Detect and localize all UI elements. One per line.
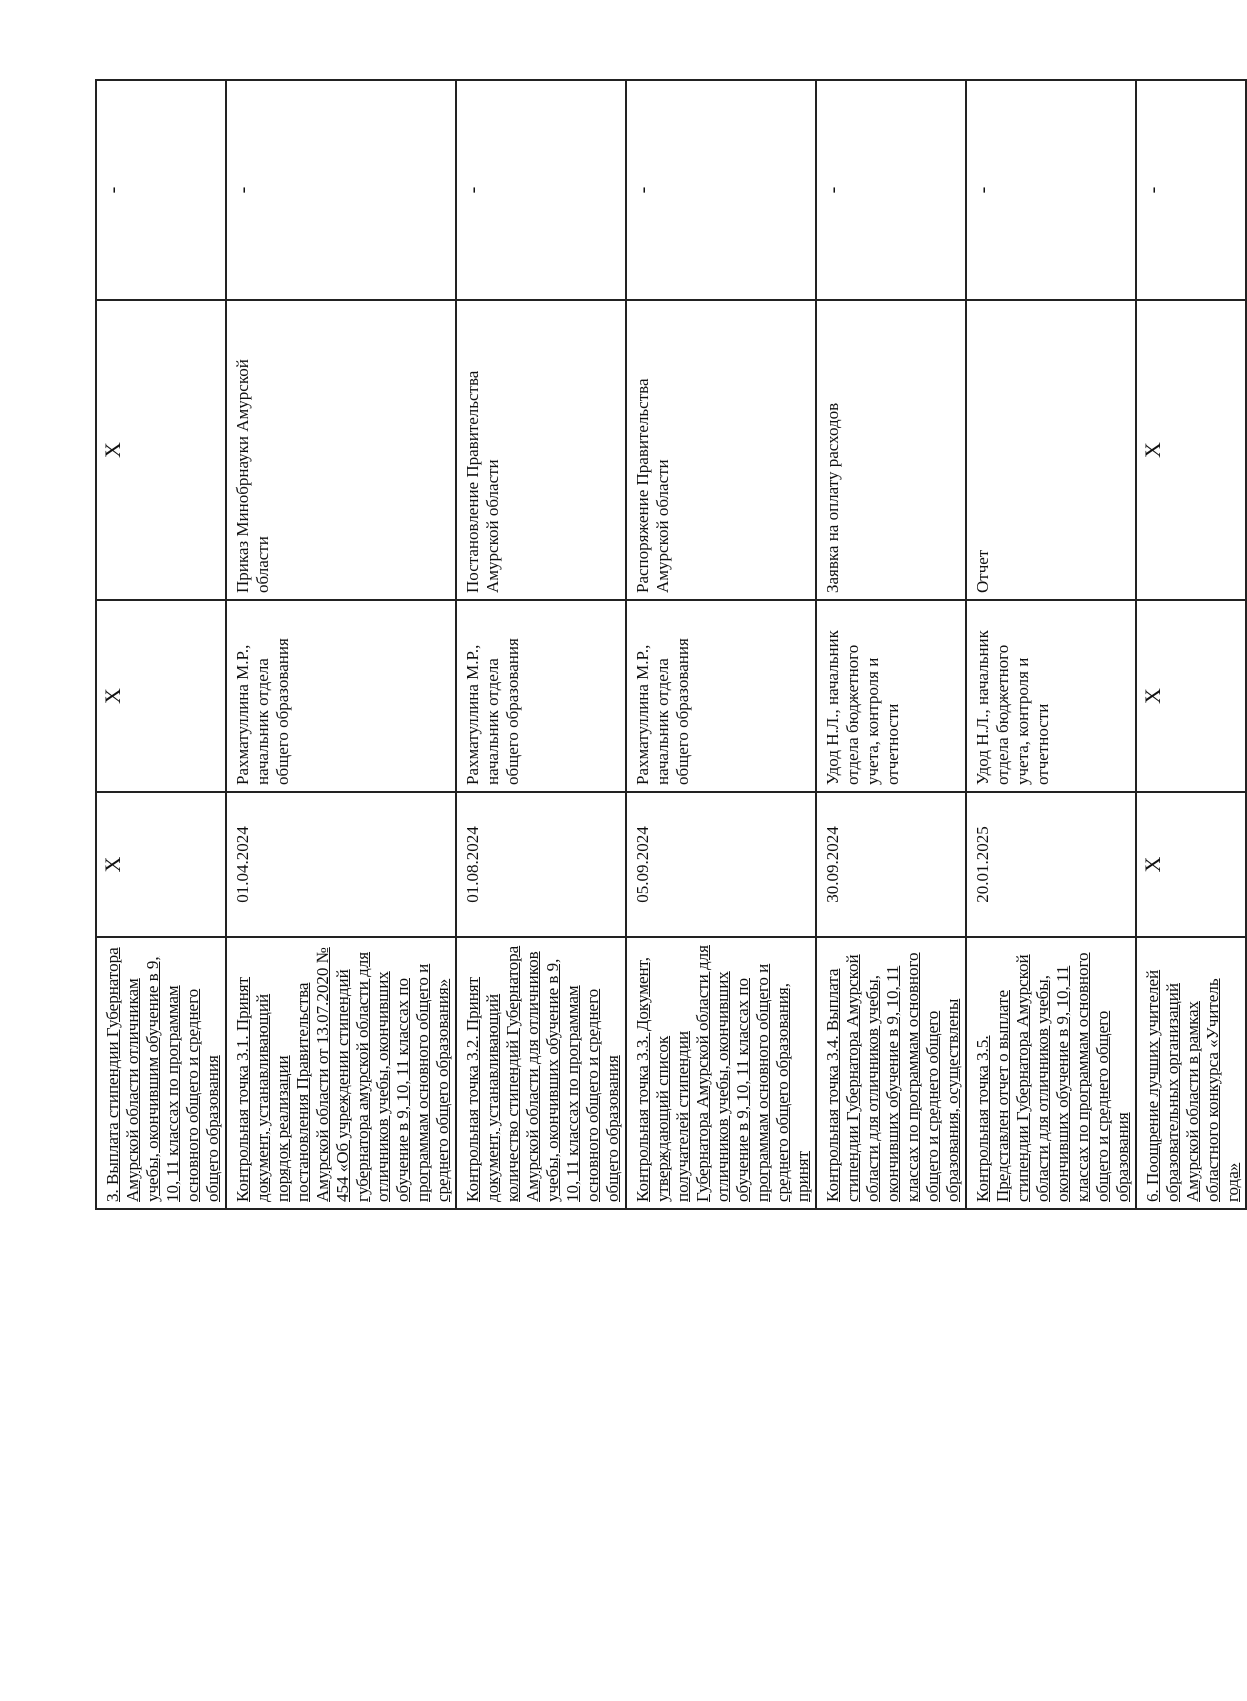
event-name-cell: Контрольная точка 3.3. Документ, утверждающий список получателей стипендии Губернатора Амурской области для отличников учебы, окончивших обучение в 9, 10, 11 классах по программам основного общего и среднего общего образования, принят <box>626 937 816 1209</box>
event-name-cell: Контрольная точка 3.1. Принят документ, устанавливающий порядок реализации постановления Правительства Амурской области от 13.07.2020 № 454 «Об учреждении стипендий губернатора амурской области для отличников учебы, окончивших обучение в 9, 10, 11 классах по программам основного общего и среднего общего образования» <box>226 937 456 1209</box>
responsible-cell: X <box>1136 600 1246 792</box>
table-row <box>626 80 816 1209</box>
note-cell: - <box>626 80 816 300</box>
document-cell: Заявка на оплату расходов <box>816 300 966 600</box>
note-cell: - <box>1136 80 1246 300</box>
plan-table <box>95 79 1247 1210</box>
responsible-cell: Рахматуллина М.Р., начальник отдела общего образования <box>456 600 626 792</box>
document-cell: Отчет <box>966 300 1136 600</box>
document-cell: Приказ Минобрнауки Амурской области <box>226 300 456 600</box>
table-row <box>96 80 226 1209</box>
responsible-cell: X <box>96 600 226 792</box>
date-cell: 30.09.2024 <box>816 792 966 937</box>
rotated-table-wrapper <box>95 81 1242 1210</box>
table-row <box>816 80 966 1209</box>
document-cell: Распоряжение Правительства Амурской области <box>626 300 816 600</box>
date-cell: 20.01.2025 <box>966 792 1136 937</box>
note-cell: - <box>456 80 626 300</box>
table-row <box>456 80 626 1209</box>
event-name-cell: Контрольная точка 3.2. Принят документ, устанавливающий количество стипендий Губернатора Амурской области для отличников учебы, окончивших обучение в 9, 10, 11 классах по программам основного общего и среднего общего образования <box>456 937 626 1209</box>
table-row <box>226 80 456 1209</box>
note-cell: - <box>226 80 456 300</box>
event-name-cell: 6. Поощрение лучших учителей образовательных организаций Амурской области в рамках областного конкурса «Учитель года» <box>1136 937 1246 1209</box>
responsible-cell: Удод Н.Л., начальник отдела бюджетного учета, контроля и отчетности <box>966 600 1136 792</box>
event-name-cell: Контрольная точка 3.5. Представлен отчет о выплате стипендии Губернатора Амурской области для отличников учебы, окончивших обучение в 9, 10, 11 классах по программам основного общего и среднего общего образования <box>966 937 1136 1209</box>
event-name-cell: Контрольная точка 3.4. Выплата стипендии Губернатора Амурской области для отличников учебы, окончивших обучение в 9, 10, 11 классах по программам основного общего и среднего общего образования, осуществлены <box>816 937 966 1209</box>
document-cell: Постановление Правительства Амурской области <box>456 300 626 600</box>
date-cell: X <box>1136 792 1246 937</box>
table-row <box>966 80 1136 1209</box>
event-name-cell: 3. Выплата стипендии Губернатора Амурской области отличникам учебы, окончившим обучение в 9, 10, 11 классах по программам основного общего и среднего общего образования <box>96 937 226 1209</box>
responsible-cell: Рахматуллина М.Р., начальник отдела общего образования <box>626 600 816 792</box>
date-cell: 01.04.2024 <box>226 792 456 937</box>
table-row <box>1136 80 1246 1209</box>
note-cell: - <box>816 80 966 300</box>
document-cell: X <box>96 300 226 600</box>
date-cell: 01.08.2024 <box>456 792 626 937</box>
note-cell: - <box>966 80 1136 300</box>
document-cell: X <box>1136 300 1246 600</box>
responsible-cell: Удод Н.Л., начальник отдела бюджетного учета, контроля и отчетности <box>816 600 966 792</box>
date-cell: X <box>96 792 226 937</box>
date-cell: 05.09.2024 <box>626 792 816 937</box>
responsible-cell: Рахматуллина М.Р., начальник отдела общего образования <box>226 600 456 792</box>
note-cell: - <box>96 80 226 300</box>
